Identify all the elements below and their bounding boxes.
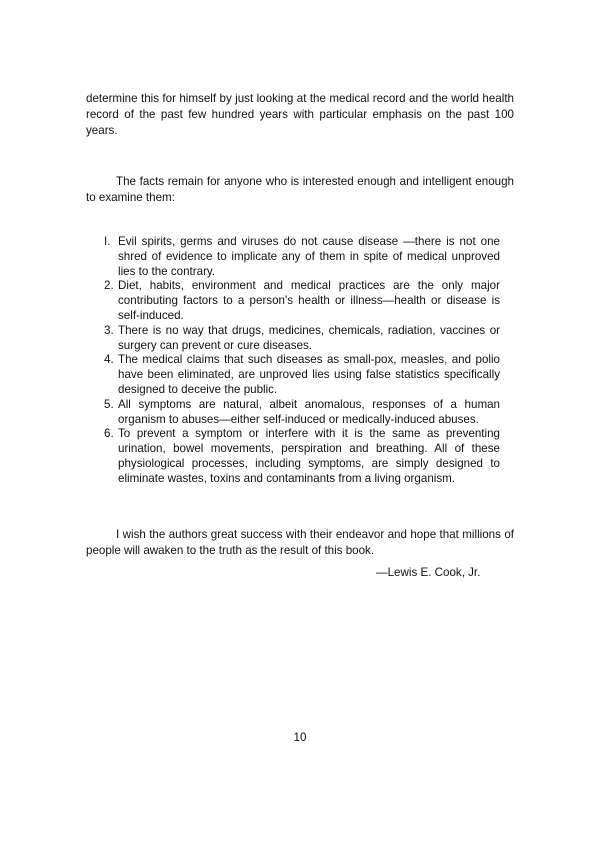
list-item-text: Evil spirits, germs and viruses do not cause disease —there is not one shred of evidence to implicate any of them in spite of medical unproved lies to the contrary. bbox=[118, 235, 500, 278]
paragraph-facts-intro: The facts remain for anyone who is interested enough and intelligent enough to examine them: bbox=[86, 175, 514, 205]
list-item-text: There is no way that drugs, medicines, chemicals, radiation, vaccines or surgery can prevent or cure diseases. bbox=[118, 323, 500, 352]
list-item bbox=[104, 324, 500, 354]
list-item bbox=[104, 353, 500, 397]
list-item bbox=[104, 279, 500, 323]
list-item-text: Diet, habits, environment and medical practices are the only major contributing factors to a person's health or illness—health or disease is self-induced. bbox=[118, 279, 500, 322]
list-item-number: 6. bbox=[104, 427, 114, 441]
list-item-number: 2. bbox=[104, 279, 114, 293]
signature: —Lewis E. Cook, Jr. bbox=[376, 566, 481, 579]
list-item-number: 3. bbox=[104, 323, 114, 337]
list-item bbox=[104, 427, 500, 486]
facts-list bbox=[104, 235, 500, 487]
list-item-text: All symptoms are natural, albeit anomalous, responses of a human organism to abuses—either self-induced or medically-induced abuses. bbox=[118, 397, 500, 426]
list-item-number: I. bbox=[104, 235, 111, 248]
list-item bbox=[104, 235, 500, 279]
list-item-text: The medical claims that such diseases as small-pox, measles, and polio have been eliminated, are unproved lies using false statistics specifically designed to deceive the public. bbox=[118, 353, 500, 396]
paragraph-continuation: determine this for himself by just looking at the medical record and the world health record of the past few hundred years with particular emphasis on the past 100 years. bbox=[86, 92, 514, 138]
list-item-number: 5. bbox=[104, 397, 114, 411]
page-number: 10 bbox=[293, 731, 307, 744]
list-item-number: 4. bbox=[104, 353, 114, 367]
list-item-text: To prevent a symptom or interfere with it is the same as preventing urination, bowel movements, perspiration and breathing. All of these physiological processes, including symptoms, are simply designed to eliminate wastes, toxins and contaminants from a living organism. bbox=[118, 427, 500, 485]
paragraph-closing: I wish the authors great success with their endeavor and hope that millions of people will awaken to the truth as the result of this book. bbox=[86, 528, 514, 558]
list-item bbox=[104, 398, 500, 428]
